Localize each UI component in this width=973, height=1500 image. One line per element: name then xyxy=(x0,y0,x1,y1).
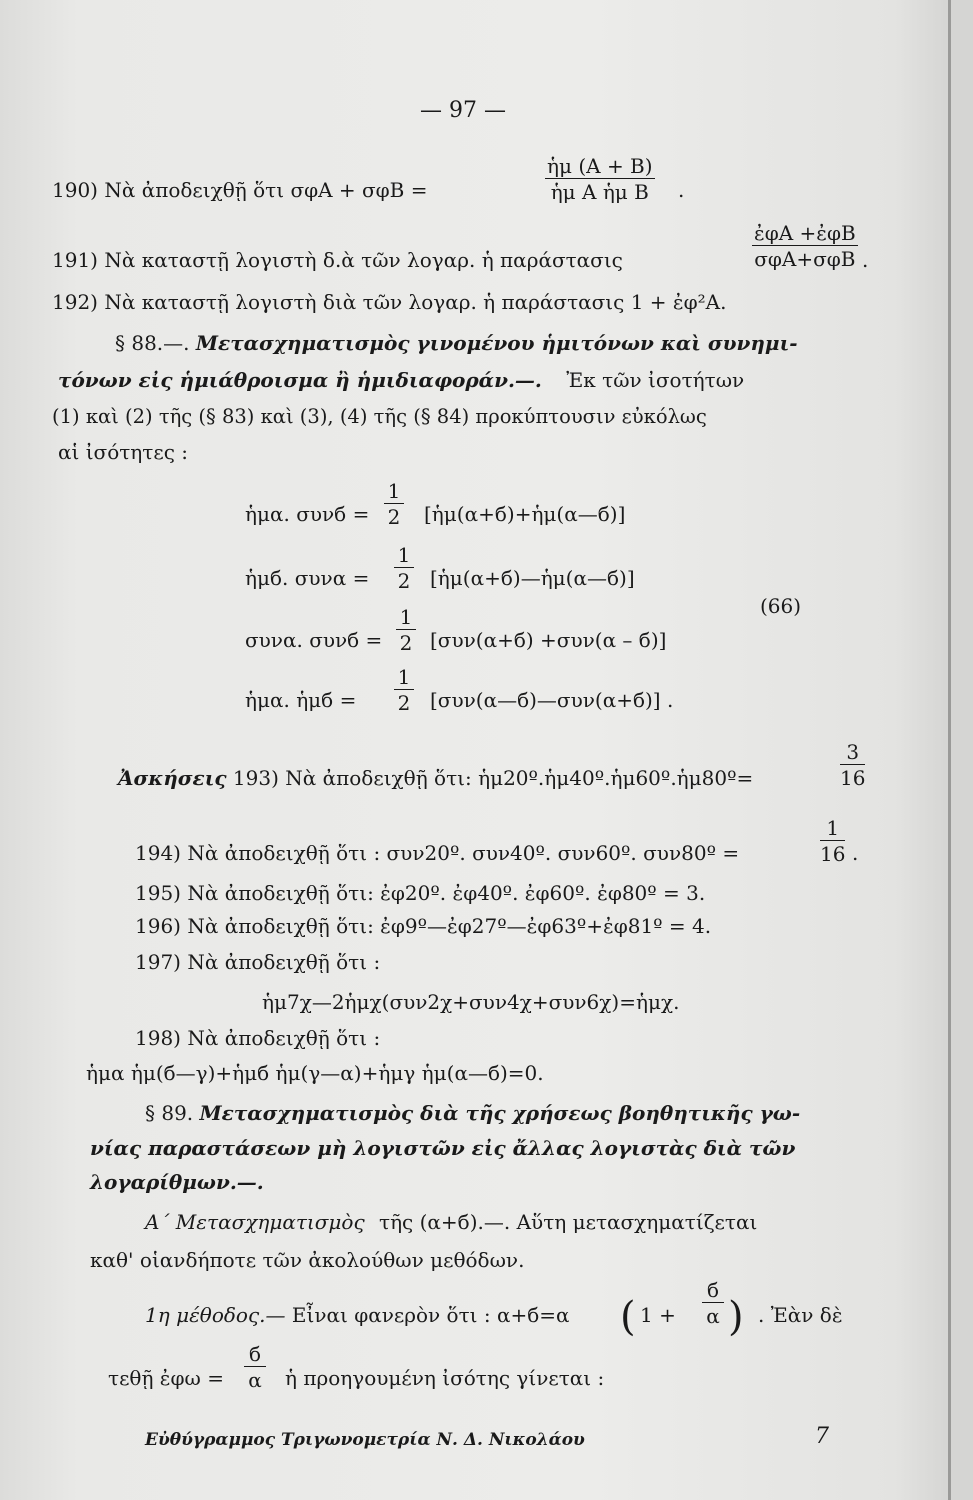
section-88-line4: αἱ ἰσότητες : xyxy=(58,440,189,464)
exercise-191-end: . xyxy=(862,248,869,272)
formula-1-rhs: [ἡμ(α+б)+ἡμ(α—б)] xyxy=(424,502,626,526)
exercise-198-text: 198) Νὰ ἀποδειχθῇ ὅτι : xyxy=(135,1026,381,1050)
section-88-line2 xyxy=(58,370,744,390)
exercise-194-end: . xyxy=(852,841,859,865)
formula-3-half xyxy=(396,607,416,653)
equation-number-66: (66) xyxy=(760,594,802,618)
method-1-paren-close: ) xyxy=(728,1294,744,1340)
page-edge-line xyxy=(948,0,951,1500)
footer-title: Εὐθύγραμμος Τριγωνομετρία Ν. Δ. Νικολάου xyxy=(145,1430,585,1450)
half-numerator: 1 xyxy=(384,481,404,504)
section-89-title-line3: λογαρίθμων.—. xyxy=(90,1170,264,1194)
exercise-192-text: 192) Νὰ καταστῇ λογιστὴ διὰ τῶν λογαρ. ἡ παράστασις 1 + ἐφ²A. xyxy=(52,290,727,314)
part-a-label: Α΄ Μετασχηματισμὸς xyxy=(145,1210,365,1234)
last-line-pre: τεθῇ ἐφω = xyxy=(108,1366,224,1390)
fraction-denominator: 16 xyxy=(840,766,866,790)
part-a-line1 xyxy=(145,1212,757,1232)
formula-3-lhs: συνα. συνб = xyxy=(245,628,383,652)
last-line-fraction xyxy=(244,1344,266,1390)
exercise-193 xyxy=(118,768,753,788)
method-1-after: . Ἐὰν δὲ xyxy=(758,1303,843,1327)
half-denominator: 2 xyxy=(397,569,411,593)
formula-4-half xyxy=(394,667,414,713)
fraction-denominator: α xyxy=(706,1304,720,1328)
section-88-line3: (1) καὶ (2) τῆς (§ 83) καὶ (3), (4) τῆς (§ 84) προκύπτουσιν εὐκόλως xyxy=(52,405,707,428)
fraction-numerator: б xyxy=(244,1344,266,1367)
section-88-heading xyxy=(115,333,798,353)
exercise-198-formula: ἡμα ἡμ(б—γ)+ἡμб ἡμ(γ—α)+ἡμγ ἡμ(α—б)=0. xyxy=(86,1061,544,1085)
formula-2-rhs: [ἡμ(α+б)—ἡμ(α—б)] xyxy=(430,566,635,590)
section-title-cont: τόνων εἰς ἡμιάθροισμα ἢ ἡμιδιαφοράν.—. xyxy=(58,368,542,392)
exercise-197-formula: ἡμ7χ—2ἡμχ(συν2χ+συν4χ+συν6χ)=ἡμχ. xyxy=(262,990,680,1014)
section-89-title-line2: νίας παραστάσεων μὴ λογιστῶν εἰς ἄλλας λογιστὰς διὰ τῶν xyxy=(90,1136,796,1160)
exercise-190-end: . xyxy=(678,178,685,202)
half-numerator: 1 xyxy=(394,667,414,690)
exercise-194-fraction xyxy=(820,818,845,864)
part-a-line2: καθ' οἱανδήποτε τῶν ἀκολούθων μεθόδων. xyxy=(90,1248,525,1272)
formula-3-rhs: [συν(α+б) +συν(α – б)] xyxy=(430,628,667,652)
last-line-post: ἡ προηγουμένη ἰσότης γίνεται : xyxy=(285,1366,605,1390)
half-denominator: 2 xyxy=(397,691,411,715)
page-edge-shadow xyxy=(951,0,973,1500)
fraction-numerator: б xyxy=(702,1280,724,1303)
half-denominator: 2 xyxy=(399,631,413,655)
exercise-191-fraction xyxy=(752,223,858,269)
section-89-heading xyxy=(145,1103,800,1123)
formula-2-half xyxy=(394,545,414,591)
fraction-denominator: 16 xyxy=(820,842,846,866)
exercise-191-text: 191) Νὰ καταστῇ λογιστὴ δ.ὰ τῶν λογαρ. ἡ παράστασις xyxy=(52,248,623,272)
method-1-inner: 1 + xyxy=(640,1303,676,1327)
formula-2-lhs: ἡμб. συνα = xyxy=(245,566,370,590)
half-denominator: 2 xyxy=(387,505,401,529)
exercise-194-text: 194) Νὰ ἀποδειχθῇ ὅτι : συν20º. συν40º. συν60º. συν80º = xyxy=(135,841,740,865)
method-1-text: Εἶναι φανερὸν ὅτι : α+б=α xyxy=(291,1303,570,1327)
part-a-text: τῆς (α+б).—. Αὕτη μετασχηματίζεται xyxy=(379,1210,758,1234)
fraction-denominator: α xyxy=(248,1368,262,1392)
method-1-paren-open: ( xyxy=(620,1294,636,1340)
section-number: § 88.—. xyxy=(115,331,190,355)
signature-mark: 7 xyxy=(815,1424,829,1449)
section-title: Μετασχηματισμὸς γινομένου ἡμιτόνων καὶ συνημι- xyxy=(195,331,798,355)
fraction-numerator: 3 xyxy=(840,742,865,765)
half-numerator: 1 xyxy=(396,607,416,630)
exercise-195-text: 195) Νὰ ἀποδειχθῇ ὅτι: ἐφ20º. ἐφ40º. ἐφ60º. ἐφ80º = 3. xyxy=(135,881,706,905)
fraction-denominator: σφA+σφB xyxy=(754,247,856,271)
formula-4-lhs: ἡμα. ἡμб = xyxy=(245,688,357,712)
fraction-numerator: ἡμ (A + B) xyxy=(547,154,653,178)
exercises-label: Ἀσκήσεις xyxy=(118,766,227,790)
fraction-numerator: 1 xyxy=(820,818,845,841)
section-title: Μετασχηματισμὸς διὰ τῆς χρήσεως βοηθητικῆς γω- xyxy=(199,1101,801,1125)
section-text: Ἐκ τῶν ἰσοτήτων xyxy=(566,368,745,392)
exercise-190-fraction xyxy=(545,156,655,202)
formula-4-rhs: [συν(α—б)—συν(α+б)] . xyxy=(430,688,674,712)
method-1-line xyxy=(145,1305,570,1325)
exercise-193-text: 193) Νὰ ἀποδειχθῇ ὅτι: ἡμ20º.ἡμ40º.ἡμ60º.ἡμ80º= xyxy=(232,766,754,790)
fraction-denominator: ἡμ A ἡμ B xyxy=(550,180,649,204)
method-1-label: 1η μέθοδος.— xyxy=(145,1303,286,1327)
formula-1-lhs: ἡμα. συνб = xyxy=(245,502,370,526)
half-numerator: 1 xyxy=(394,545,414,568)
exercise-196-text: 196) Νὰ ἀποδειχθῇ ὅτι: ἐφ9º—ἐφ27º—ἐφ63º+ἐφ81º = 4. xyxy=(135,914,712,938)
section-number: § 89. xyxy=(145,1101,194,1125)
exercise-190-text: 190) Νὰ ἀποδειχθῇ ὅτι σφA + σφB = xyxy=(52,178,428,202)
exercise-193-fraction xyxy=(840,742,865,788)
fraction-numerator: ἐφA +ἐφB xyxy=(754,221,856,245)
formula-1-half xyxy=(384,481,404,527)
exercise-197-text: 197) Νὰ ἀποδειχθῇ ὅτι : xyxy=(135,950,381,974)
page-number: — 97 — xyxy=(420,98,506,123)
method-1-fraction xyxy=(702,1280,724,1326)
